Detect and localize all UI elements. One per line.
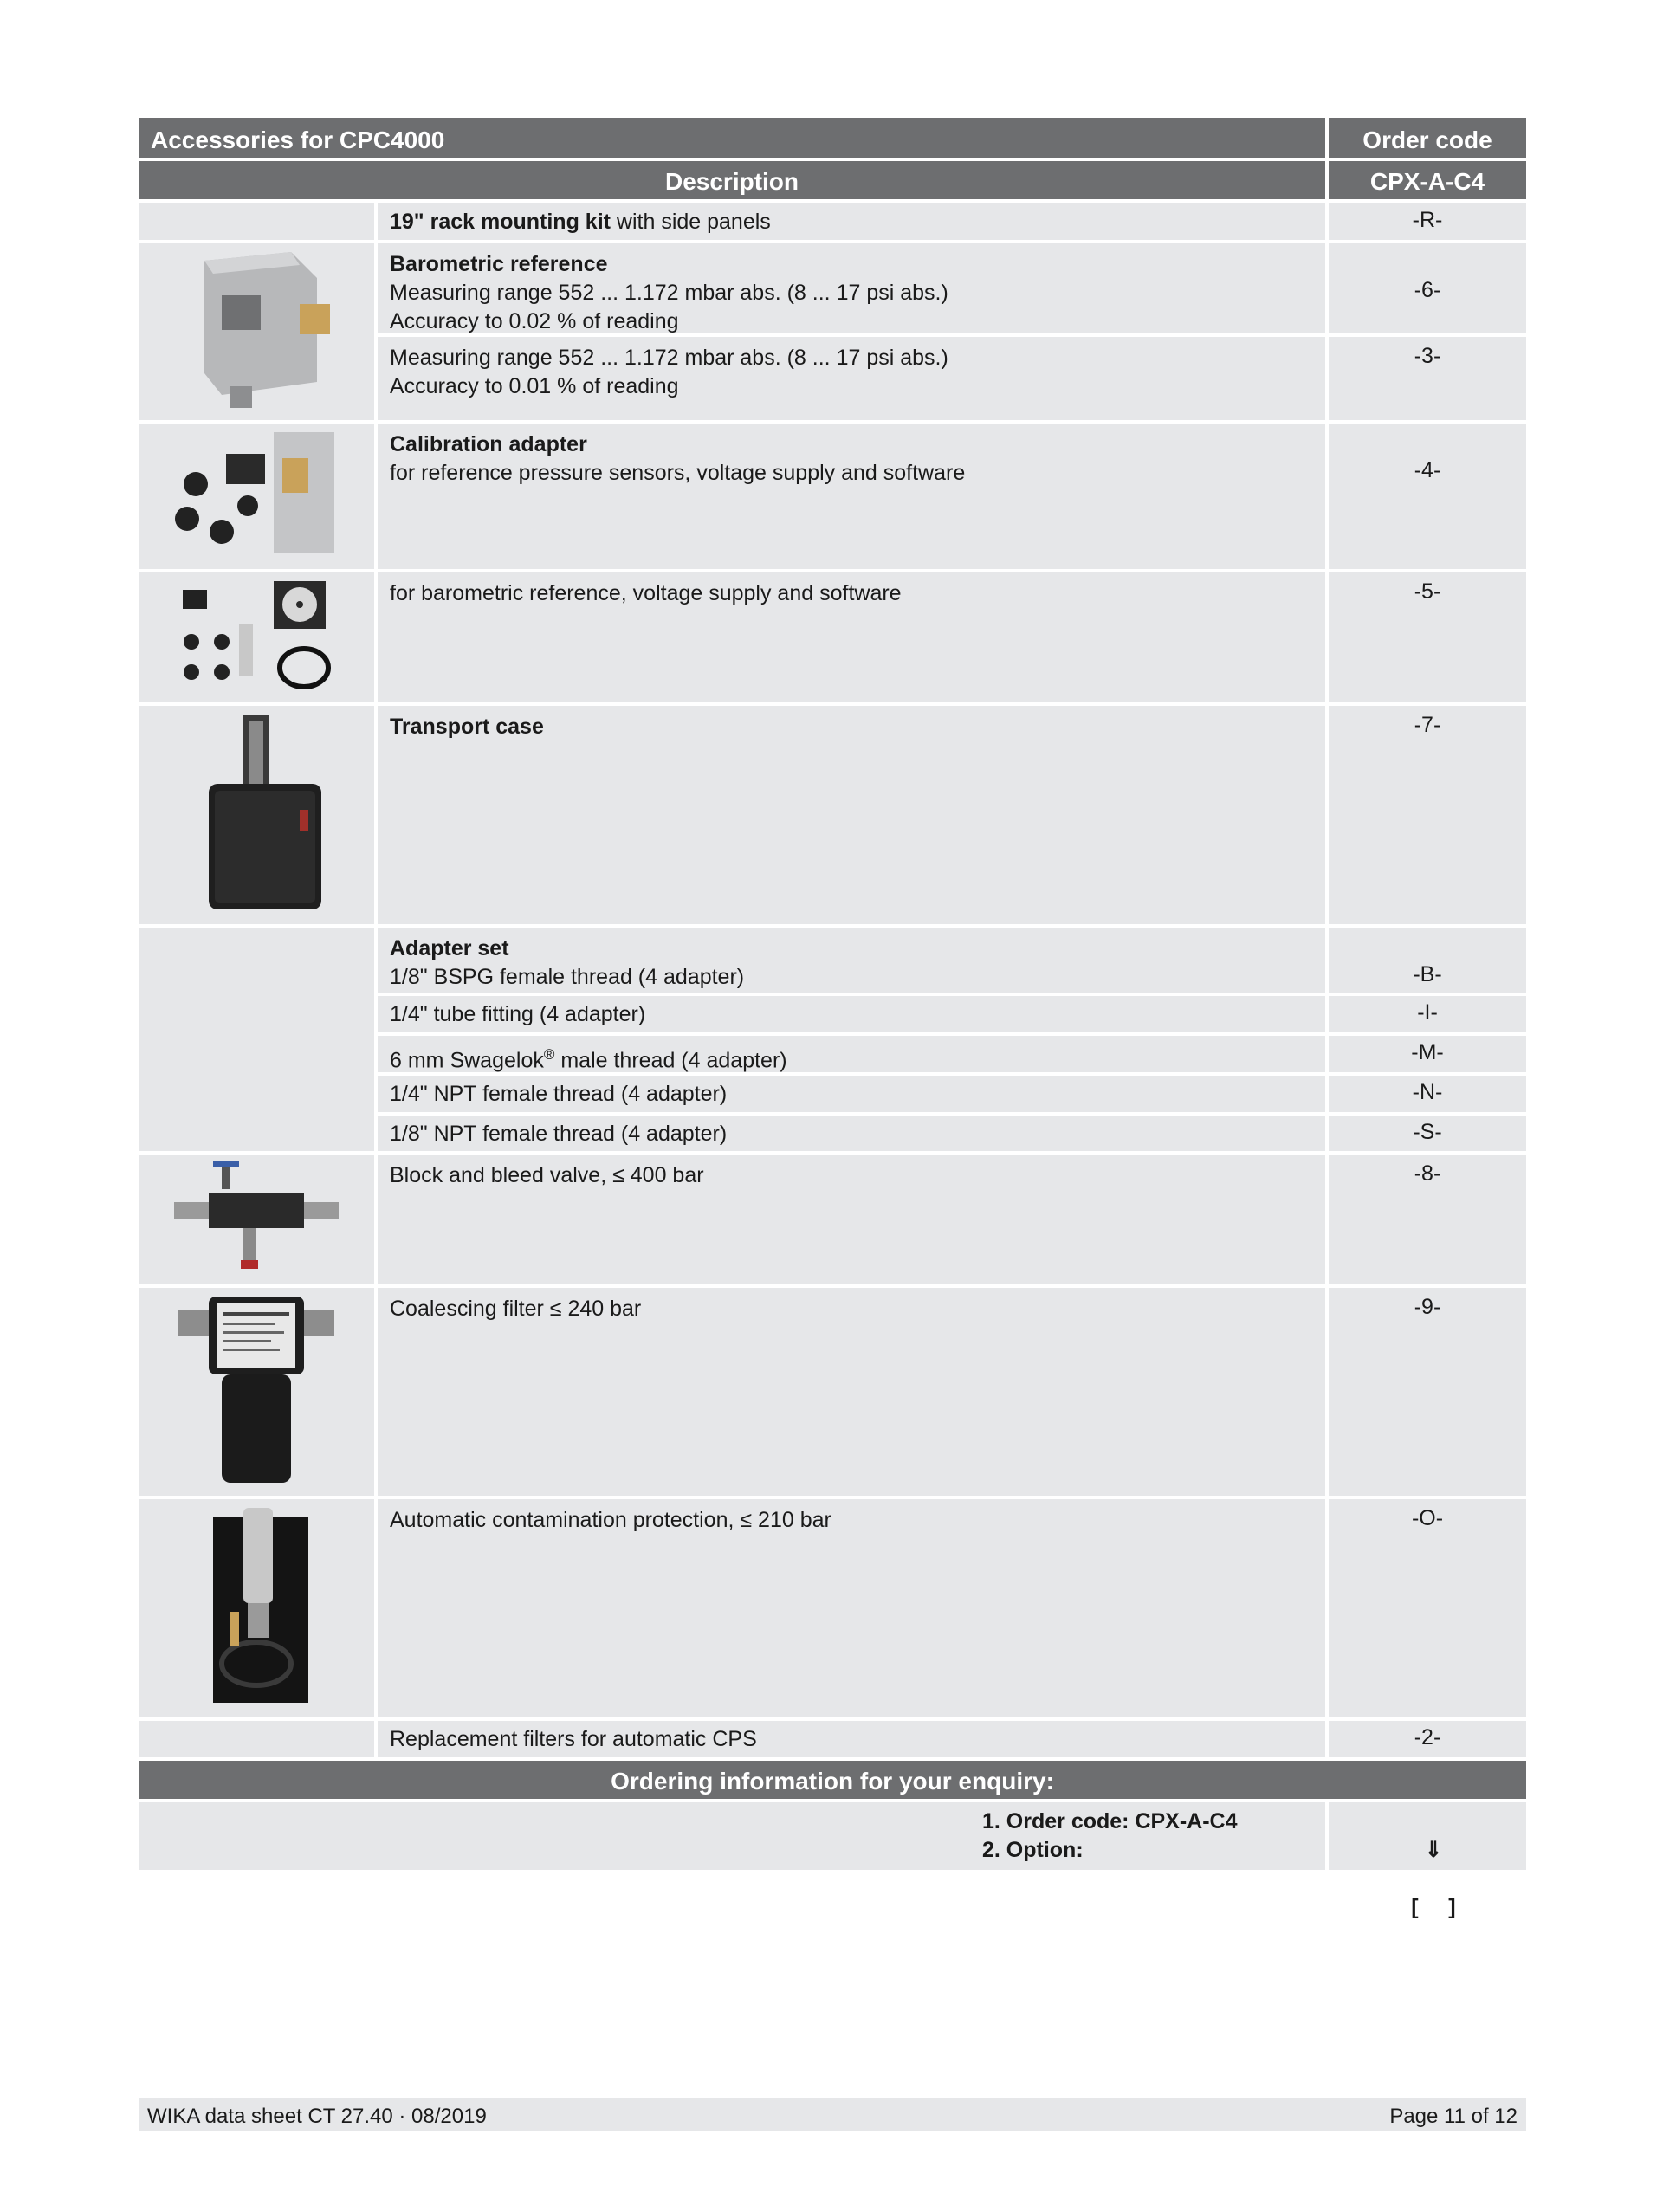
order-code: -O- — [1411, 1506, 1444, 1530]
table-row — [378, 337, 1325, 420]
option-bracket: [ ] — [1411, 1895, 1456, 1919]
row-text: with side panels — [610, 210, 771, 234]
order-code: -6- — [1414, 278, 1441, 302]
row-text: for barometric reference, voltage supply and software — [390, 581, 902, 605]
row-text: Measuring range 552 ... 1.172 mbar abs. (8 ... 17 psi abs.) — [390, 346, 948, 370]
order-code: -8- — [1414, 1161, 1441, 1186]
row-title: Adapter set — [390, 936, 509, 960]
image-cell — [139, 1155, 374, 1284]
image-cell — [139, 928, 374, 1151]
order-code-cell — [1329, 572, 1526, 702]
image-cell — [139, 1288, 374, 1496]
down-arrow-icon: ⇓ — [1424, 1838, 1443, 1862]
footer-source: WIKA data sheet CT 27.40 · 08/2019 — [147, 2105, 487, 2128]
table-title-bar — [139, 118, 1325, 158]
order-code-cell — [1329, 1288, 1526, 1496]
order-code-cell — [1329, 203, 1526, 240]
image-cell — [139, 706, 374, 924]
image-cell — [139, 243, 374, 420]
order-code: -4- — [1414, 458, 1441, 482]
order-code-cell — [1329, 1036, 1526, 1072]
registered-mark: ® — [543, 1046, 555, 1063]
order-code-cell — [1329, 1076, 1526, 1112]
option-line: 2. Option: — [982, 1838, 1084, 1862]
row-text: 1/4" NPT female thread (4 adapter) — [390, 1082, 728, 1106]
image-cell — [139, 1499, 374, 1717]
row-title: Calibration adapter — [390, 432, 587, 456]
row-text: Block and bleed valve, ≤ 400 bar — [390, 1163, 704, 1187]
page-footer — [139, 2098, 1526, 2131]
description-header — [139, 161, 1325, 199]
row-text: male thread (4 adapter) — [554, 1048, 787, 1073]
row-text: Replacement filters for automatic CPS — [390, 1727, 757, 1751]
transport-case-photo — [170, 706, 343, 918]
order-code: -2- — [1414, 1725, 1441, 1750]
order-code-header — [1329, 118, 1526, 158]
row-text: 1/8" BSPG female thread (4 adapter) — [390, 965, 745, 989]
table-row — [378, 1076, 1325, 1112]
table-row — [378, 1288, 1325, 1496]
order-code: -5- — [1414, 579, 1441, 604]
table-row — [378, 572, 1325, 702]
order-code-cell — [1329, 1721, 1526, 1757]
barometric-reference-photo — [170, 243, 343, 417]
code-prefix-header — [1329, 161, 1526, 199]
table-row — [378, 1499, 1325, 1717]
row-text: for reference pressure sensors, voltage supply and software — [390, 461, 966, 485]
table-row — [378, 996, 1325, 1032]
order-code-cell — [1329, 337, 1526, 420]
row-text: Coalescing filter ≤ 240 bar — [390, 1297, 642, 1321]
row-text: 1/4" tube fitting (4 adapter) — [390, 1002, 646, 1026]
order-code: -M- — [1411, 1040, 1444, 1064]
coalescing-filter-photo — [161, 1288, 352, 1491]
table-row — [378, 928, 1325, 993]
order-code: -7- — [1414, 713, 1441, 737]
description-label: Description — [664, 168, 799, 195]
image-cell — [139, 1721, 374, 1757]
calibration-adapter-photo — [161, 424, 352, 562]
page-number: Page 11 of 12 — [1389, 2105, 1517, 2128]
ordering-code-cell — [1329, 1802, 1526, 1919]
row-title: Transport case — [390, 715, 544, 739]
image-cell — [139, 572, 374, 702]
row-title: 19" rack mounting kit — [390, 210, 611, 234]
row-text: 6 mm Swagelok — [390, 1048, 544, 1073]
order-code-cell — [1329, 928, 1526, 993]
code-prefix: CPX-A-C4 — [1369, 168, 1485, 195]
ordering-info-title: Ordering information for your enquiry: — [611, 1768, 1054, 1795]
image-cell — [139, 203, 374, 240]
row-title: Barometric reference — [390, 252, 608, 276]
order-code: -R- — [1412, 208, 1443, 232]
row-text: 1/8" NPT female thread (4 adapter) — [390, 1122, 728, 1146]
order-code-cell — [1329, 1155, 1526, 1284]
table-row — [378, 424, 1325, 569]
order-code: -B- — [1413, 962, 1442, 986]
row-text: Accuracy to 0.02 % of reading — [390, 309, 679, 333]
order-code-cell — [1329, 1116, 1526, 1151]
table-row — [378, 1155, 1325, 1284]
contamination-protection-photo — [170, 1499, 343, 1711]
block-bleed-valve-photo — [161, 1155, 352, 1280]
order-code-line: 1. Order code: CPX-A-C4 — [982, 1809, 1238, 1834]
image-cell — [139, 424, 374, 569]
order-code: -9- — [1414, 1295, 1441, 1319]
order-code-cell — [1329, 243, 1526, 333]
order-code: -I- — [1417, 1000, 1438, 1025]
order-code-label: Order code — [1362, 126, 1492, 153]
table-row — [378, 1721, 1325, 1757]
row-text: Automatic contamination protection, ≤ 210 bar — [390, 1508, 832, 1532]
ordering-info-header — [139, 1761, 1526, 1799]
table-row — [378, 706, 1325, 924]
row-text: Accuracy to 0.01 % of reading — [390, 374, 679, 398]
table-title: Accessories for CPC4000 — [151, 126, 445, 153]
order-code-cell — [1329, 996, 1526, 1032]
order-code-cell — [1329, 706, 1526, 924]
row-text: Measuring range 552 ... 1.172 mbar abs. (8 ... 17 psi abs.) — [390, 281, 948, 305]
order-code: -N- — [1412, 1080, 1443, 1104]
order-code: -3- — [1414, 344, 1441, 368]
table-row — [378, 243, 1325, 333]
table-row — [378, 203, 1325, 240]
table-row — [378, 1036, 1325, 1072]
ordering-info-cell — [139, 1802, 1325, 1870]
order-code: -S- — [1413, 1120, 1442, 1144]
table-row — [378, 1116, 1325, 1151]
barometric-adapter-kit-photo — [161, 572, 352, 698]
order-code-cell — [1329, 424, 1526, 569]
order-code-cell — [1329, 1499, 1526, 1717]
